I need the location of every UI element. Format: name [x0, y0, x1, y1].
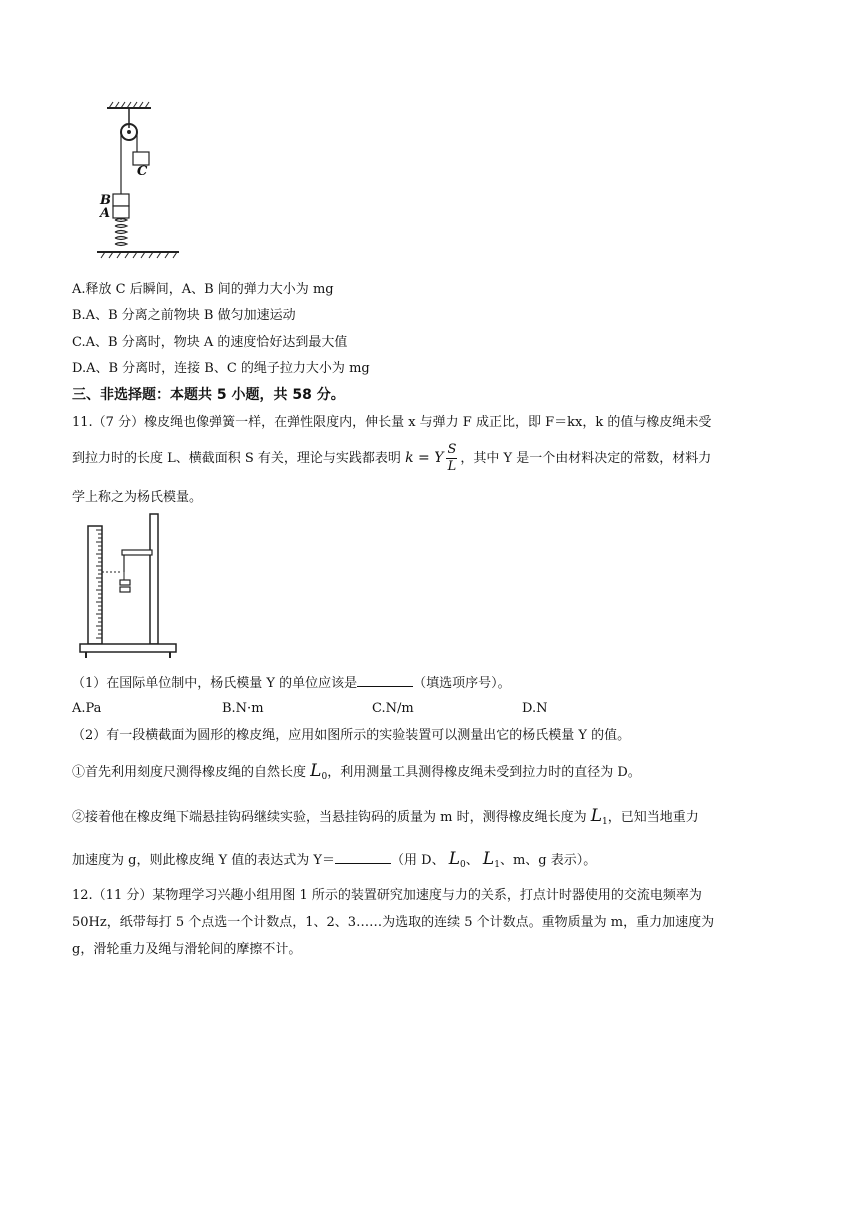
- l1b-subscript: 1: [494, 860, 500, 870]
- formula-denominator: L: [447, 459, 457, 474]
- option-c: C.A、B 分离时，物块 A 的速度恰好达到最大值: [72, 335, 348, 350]
- q11-step2: [72, 805, 699, 833]
- answer-blank-1[interactable]: [357, 674, 413, 687]
- q11-step2-post: ，已知当地重力: [607, 810, 699, 825]
- label-b: B: [100, 193, 111, 208]
- q11-part1: [72, 674, 511, 693]
- q11-step1-post: ，利用测量工具测得橡皮绳未受到拉力时的直径为 D。: [327, 765, 641, 780]
- formula-lhs: k = Y: [405, 450, 444, 466]
- q11-line1: 11.（7 分）橡皮绳也像弹簧一样，在弹性限度内，伸长量 x 与弹力 F 成正比，即 F＝kx，k 的值与橡皮绳未受: [72, 415, 712, 430]
- q11-step3-sep: 、: [465, 853, 479, 868]
- q11-step2-pre: ②接着他在橡皮绳下端悬挂钩码继续实验，当悬挂钩码的质量为 m 时，测得橡皮绳长度为: [72, 810, 587, 825]
- q11-step3-mid: （用 D、: [391, 853, 445, 868]
- l1-subscript: 1: [602, 817, 608, 827]
- symbol-l1-b: [483, 849, 500, 869]
- symbol-l0: [310, 761, 327, 781]
- symbol-l1: [591, 806, 608, 826]
- q11-option-a: A.Pa: [72, 701, 102, 716]
- q11-line3: 学上称之为杨氏模量。: [72, 490, 203, 505]
- l0b-subscript: 0: [460, 860, 466, 870]
- q11-part2: （2）有一段横截面为圆形的橡皮绳，应用如图所示的实验装置可以测量出它的杨氏模量 Y 的值。: [72, 728, 631, 743]
- q12-line2: 50Hz，纸带每打 5 个点选一个计数点，1、2、3……为选取的连续 5 个计数点。重物质量为 m，重力加速度为: [72, 915, 715, 930]
- section-title: 三、非选择题：本题共 5 小题，共 58 分。: [72, 387, 345, 403]
- q11-option-b: B.N·m: [222, 701, 264, 716]
- q11-line2-pre: 到拉力时的长度 L、横截面积 S 有关，理论与实践都表明: [72, 451, 401, 466]
- label-a: A: [100, 206, 111, 221]
- option-b: B.A、B 分离之前物块 B 做匀加速运动: [72, 308, 296, 323]
- l0-subscript: 0: [321, 772, 328, 782]
- q12-line3: g，滑轮重力及绳与滑轮间的摩擦不计。: [72, 942, 302, 957]
- l0-letter: L: [310, 761, 322, 781]
- q11-line2-post: ，其中 Y 是一个由材料决定的常数，材料力: [460, 451, 712, 466]
- q11-step1: [72, 760, 641, 788]
- formula-numerator: S: [447, 442, 457, 457]
- q11-option-d: D.N: [522, 701, 548, 716]
- answer-blank-2[interactable]: [335, 851, 391, 864]
- q12-line1: 12.（11 分）某物理学习兴趣小组用图 1 所示的装置研究加速度与力的关系，打点计时器使用的交流电频率为: [72, 888, 702, 903]
- l0b-letter: L: [448, 849, 461, 869]
- l1b-letter: L: [482, 849, 495, 869]
- l1-letter: L: [590, 806, 603, 826]
- option-a: A.释放 C 后瞬间，A、B 间的弹力大小为 mg: [72, 282, 334, 297]
- apparatus-figure: [78, 512, 178, 662]
- q11-part1-text: （1）在国际单位制中，杨氏模量 Y 的单位应该是: [72, 676, 358, 691]
- q11-step3: [72, 848, 596, 876]
- q11-step3-pre: 加速度为 g，则此橡皮绳 Y 值的表达式为 Y＝: [72, 853, 336, 868]
- label-c: C: [137, 164, 148, 179]
- q11-option-c: C.N/m: [372, 701, 414, 716]
- pulley-figure: [95, 100, 185, 266]
- q11-step3-post: 、m、g 表示）。: [499, 853, 597, 868]
- q11-part1-tail: （填选项序号）。: [413, 676, 511, 691]
- q11-line2: [72, 440, 711, 477]
- option-d: D.A、B 分离时，连接 B、C 的绳子拉力大小为 mg: [72, 361, 370, 376]
- formula-fraction: [446, 442, 457, 475]
- q11-step1-pre: ①首先利用刻度尺测得橡皮绳的自然长度: [72, 765, 307, 780]
- symbol-l0-b: [449, 849, 466, 869]
